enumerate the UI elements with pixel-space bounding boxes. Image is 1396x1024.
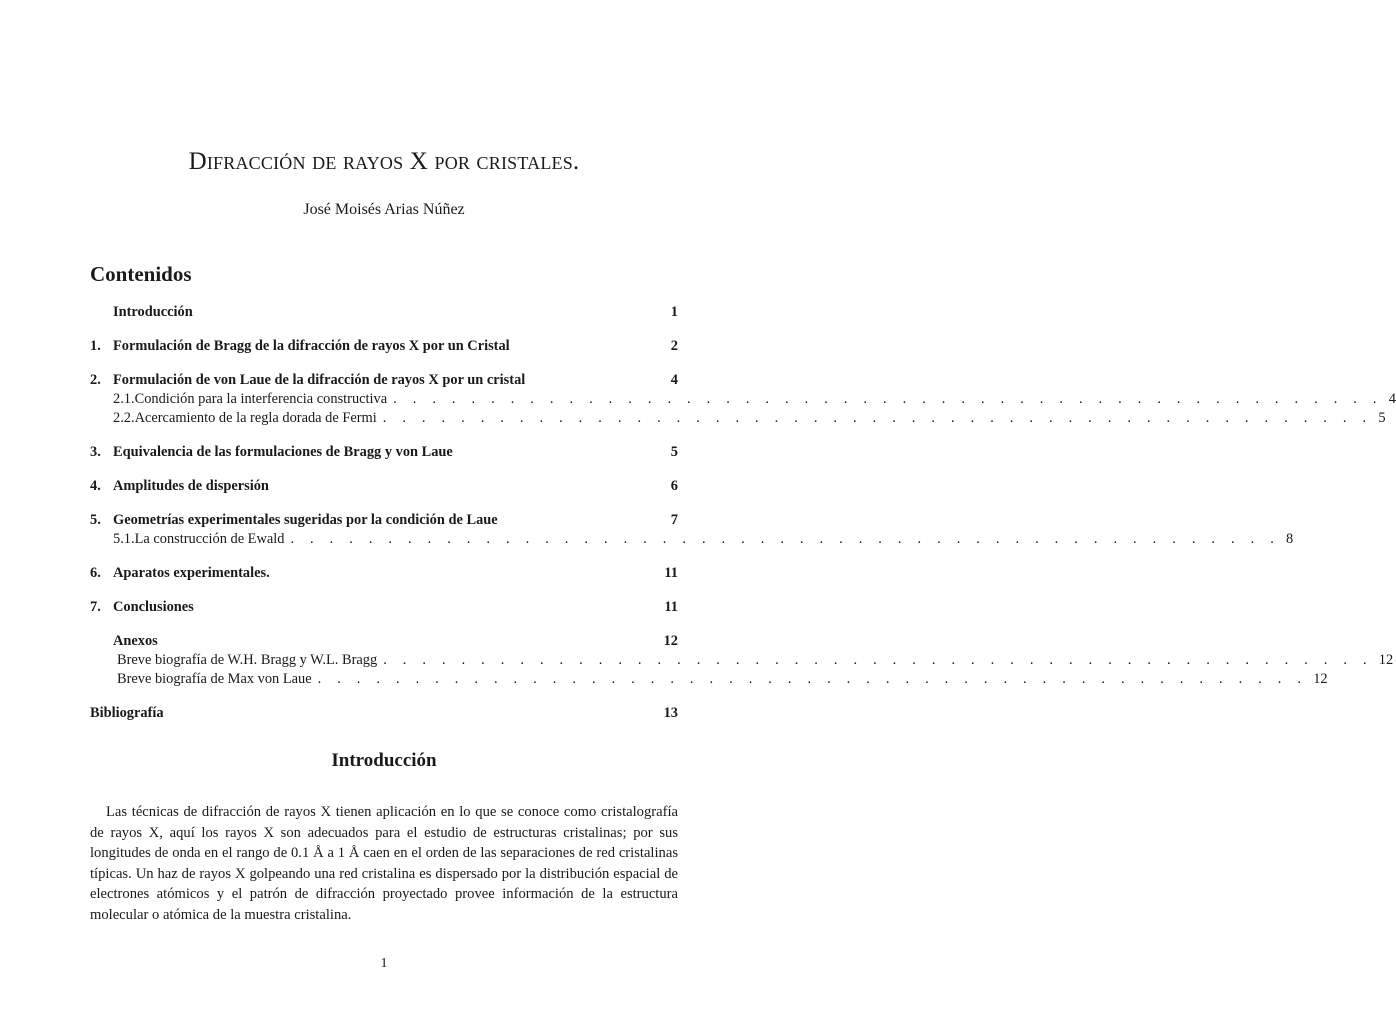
toc-entry-number: 1. bbox=[90, 338, 101, 354]
toc-dot-leader: . . . . . . . . . . . . . . . . . . . . . . . . . . . . . . . . . . . . . . . . . . . . . . . . . . . bbox=[383, 652, 1373, 668]
toc-dot-leader: . . . . . . . . . . . . . . . . . . . . . . . . . . . . . . . . . . . . . . . . . . . . . . . . . . . bbox=[317, 671, 1308, 687]
toc-subentry[interactable] bbox=[90, 389, 1396, 409]
toc-heading: Contenidos bbox=[90, 262, 192, 286]
toc-entry-label: Formulación de von Laue de la difracción de rayos X por un cristal bbox=[113, 372, 526, 388]
toc-entry[interactable] bbox=[90, 476, 678, 496]
toc-entry-label: Breve biografía de W.H. Bragg y W.L. Bragg bbox=[117, 652, 378, 668]
toc-entry-number: 2.2. bbox=[113, 410, 135, 426]
toc-subentry[interactable] bbox=[90, 669, 1328, 689]
toc-entry-page: 5 bbox=[1378, 410, 1386, 426]
page-number: 1 bbox=[380, 956, 388, 971]
toc-entry-label: Equivalencia de las formulaciones de Bragg y von Laue bbox=[113, 444, 453, 460]
toc-dot-leader: . . . . . . . . . . . . . . . . . . . . . . . . . . . . . . . . . . . . . . . . . . . . . . . . . . . bbox=[290, 531, 1281, 547]
toc-entry-page: 12 bbox=[1313, 671, 1328, 687]
section-heading: Introducción bbox=[331, 750, 437, 771]
toc-entry-page: 11 bbox=[664, 599, 678, 615]
toc-entry-page: 7 bbox=[670, 512, 678, 528]
toc-dot-leader: . . . . . . . . . . . . . . . . . . . . . . . . . . . . . . . . . . . . . . . . . . . . . . . . . . . bbox=[382, 410, 1373, 426]
toc-entry-label: Amplitudes de dispersión bbox=[113, 478, 269, 494]
toc-entry[interactable] bbox=[90, 631, 678, 651]
toc-entry-page: 2 bbox=[670, 338, 678, 354]
toc-entry-page: 12 bbox=[1378, 652, 1394, 668]
toc-entry-number: 5.1. bbox=[113, 531, 135, 547]
toc-entry-label: Condición para la interferencia constructiva bbox=[134, 391, 388, 407]
toc-entry-label: Aparatos experimentales. bbox=[113, 565, 270, 581]
toc-entry-label: Bibliografía bbox=[90, 705, 164, 721]
toc-entry-page: 4 bbox=[1388, 391, 1396, 407]
toc-subentry[interactable] bbox=[90, 650, 1394, 670]
toc-entry-label: Introducción bbox=[113, 304, 193, 320]
toc-entry-label: Anexos bbox=[113, 633, 158, 649]
toc-entry[interactable] bbox=[90, 703, 678, 723]
toc-entry[interactable] bbox=[90, 510, 678, 530]
toc-entry-page: 13 bbox=[663, 705, 678, 721]
toc-entry-number: 2. bbox=[90, 372, 101, 388]
toc-entry[interactable] bbox=[90, 597, 678, 617]
toc-entry[interactable] bbox=[90, 336, 678, 356]
toc-entry-page: 8 bbox=[1286, 531, 1294, 547]
toc-dot-leader: . . . . . . . . . . . . . . . . . . . . . . . . . . . . . . . . . . . . . . . . . . . . . . . . . . . bbox=[393, 391, 1383, 407]
document-title: Difracción de rayos X por cristales. bbox=[188, 148, 580, 175]
toc-entry-label: La construcción de Ewald bbox=[134, 531, 285, 547]
toc-entry-label: Formulación de Bragg de la difracción de rayos X por un Cristal bbox=[113, 338, 510, 354]
body-paragraph: Las técnicas de difracción de rayos X tienen aplicación en lo que se conoce como cristalografía de rayos X, aquí los rayos X son adecuados para el estudio de estructuras cristalinas; por sus longitudes de onda en el rango de 0.1 Å a 1 Å caen en el orden de las separaciones de red cristalinas típicas. Un haz de rayos X golpeando una red cristalina es dispersado por la distribución espacial de electrones atómicos y el patrón de difracción proyectado provee información de la estructura molecular o atómica de la muestra cristalina. bbox=[90, 804, 678, 923]
toc-entry[interactable] bbox=[90, 442, 678, 462]
toc-entry[interactable] bbox=[90, 370, 678, 390]
toc-entry-number: 4. bbox=[90, 478, 101, 494]
document-author: José Moisés Arias Núñez bbox=[303, 201, 465, 218]
toc-entry-page: 12 bbox=[663, 633, 678, 649]
toc-entry[interactable] bbox=[90, 563, 678, 583]
toc-subentry[interactable] bbox=[90, 408, 1386, 428]
toc-entry-page: 4 bbox=[670, 372, 678, 388]
toc-entry-page: 6 bbox=[670, 478, 678, 494]
toc-entry-page: 1 bbox=[670, 304, 678, 320]
toc-entry-label: Conclusiones bbox=[113, 599, 194, 615]
toc-entry-number: 2.1. bbox=[113, 391, 135, 407]
toc-entry-label: Acercamiento de la regla dorada de Fermi bbox=[134, 410, 377, 426]
toc-entry[interactable] bbox=[90, 302, 678, 322]
toc-entry-number: 5. bbox=[90, 512, 101, 528]
toc-entry-number: 7. bbox=[90, 599, 101, 615]
toc-entry-page: 11 bbox=[664, 565, 678, 581]
toc-entry-number: 6. bbox=[90, 565, 101, 581]
toc-entry-number: 3. bbox=[90, 444, 101, 460]
toc-subentry[interactable] bbox=[90, 529, 1294, 549]
toc-entry-label: Geometrías experimentales sugeridas por la condición de Laue bbox=[113, 512, 498, 528]
toc-entry-label: Breve biografía de Max von Laue bbox=[117, 671, 312, 687]
toc-entry-page: 5 bbox=[670, 444, 678, 460]
